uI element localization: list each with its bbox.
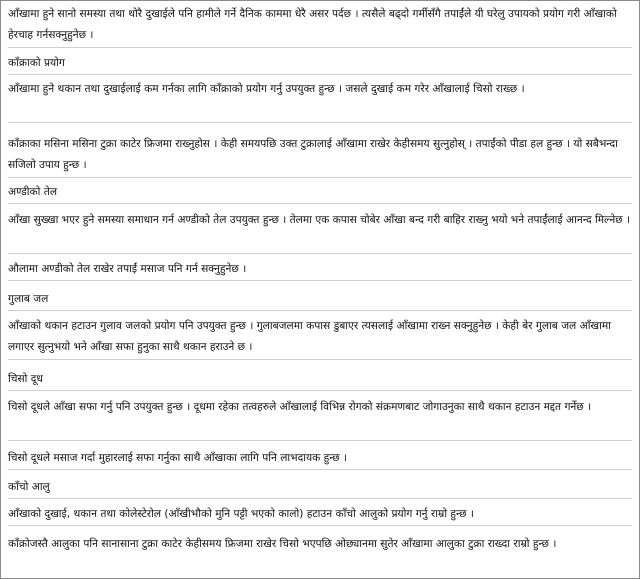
section-heading-cucumber: काँक्राको प्रयोग xyxy=(8,53,632,75)
section-heading-cold-milk: चिसो दूध xyxy=(8,369,632,391)
cucumber-paragraph-1: आँखामा हुने थकान तथा दुखाईलाई कम गर्नका लागि काँक्राको प्रयोग गर्नु उपयुक्त हुन्छ । जसले दुखाई कम गरेर आँखालाई चिसो राख्छ । xyxy=(8,79,632,123)
castor-oil-paragraph-1: आँखा सुख्खा भएर हुने समस्या समाधान गर्न अण्डीको तेल उपयुक्त हुन्छ । तेलमा एक कपास चोबेर आँखा बन्द गरी बाहिर राख्नु भयो भने तपाईंलाई आनन्द मिल्नेछ । xyxy=(8,210,632,254)
intro-paragraph: आँखामा हुने सानो समस्या तथा थोरै दुखाईले पनि हामीले गर्ने दैनिक काममा धेरै असर पर्दछ । त्यसैले बढ्दो गर्मीसँगै तपाईंले यी घरेलु उपायको प्रयोग गरी आँखाको हेरचाह गर्नसक्नुहुनेछ । xyxy=(8,4,632,48)
rose-water-paragraph: आँखाको थकान हटाउन गुलाव जलको प्रयोग पनि उपयुक्त हुन्छ । गुलाबजलमा कपास डुबाएर त्यसलाई आँखामा राख्न सक्नुहुनेछ । केही बेर गुलाब जल आँखामा लगाएर सुत्नुभयो भने आँखा सफा हुनुका साथै थकान हराउने छ । xyxy=(8,316,632,360)
cucumber-paragraph-2: काँक्राका मसिना मसिना टुक्रा काटेर फ्रिजमा राख्नुहोस । केही समयपछि उक्त टुक्रालाई आँखामा राखेर केहीसमय सुत्नुहोस् । तपाईंको पीडा हल हुन्छ । यो सबैभन्दा सजिलो उपाय हुन्छ । xyxy=(8,134,632,178)
raw-potato-paragraph-1: आँखाको दुखाई, थकान तथा कोलेस्टेरोल (आँखीभौको मुनि पट्टी भएको कालो) हटाउन काँचो आलुको प्रयोग गर्नु राम्रो हुन्छ । xyxy=(8,504,632,526)
section-heading-castor-oil: अण्डीको तेल xyxy=(8,182,632,204)
section-heading-rose-water: गुलाब जल xyxy=(8,289,632,311)
castor-oil-paragraph-2: औलामा अण्डीको तेल राखेर तपाईं मसाज पनि गर्न सक्नुहुनेछ । xyxy=(8,259,632,281)
cold-milk-paragraph-2: चिसो दूधले मसाज गर्दा मुहारलाई सफा गर्नुका साथै आँखाका लागि पनि लाभदायक हुन्छ । xyxy=(8,448,632,470)
raw-potato-paragraph-2: काँक्रोजस्तै आलुका पनि सानासाना टुक्रा काटेर केहीसमय फ्रिजमा राखेर चिसो भएपछि ओछ्यानमा सुतेर आँखामा आलुका टुक्रा राख्दा राम्रो हुन्छ । xyxy=(8,538,557,550)
cold-milk-paragraph-1: चिसो दूधले आँखा सफा गर्नु पनि उपयुक्त हुन्छ । दूधमा रहेका तत्वहरुले आँखालाई विभिन्न रोगको संक्रमणबाट जोगाउनुका साथै थकान हटाउन मद्दत गर्नेछ । xyxy=(8,397,632,441)
section-heading-raw-potato: काँचो आलु xyxy=(8,477,632,499)
